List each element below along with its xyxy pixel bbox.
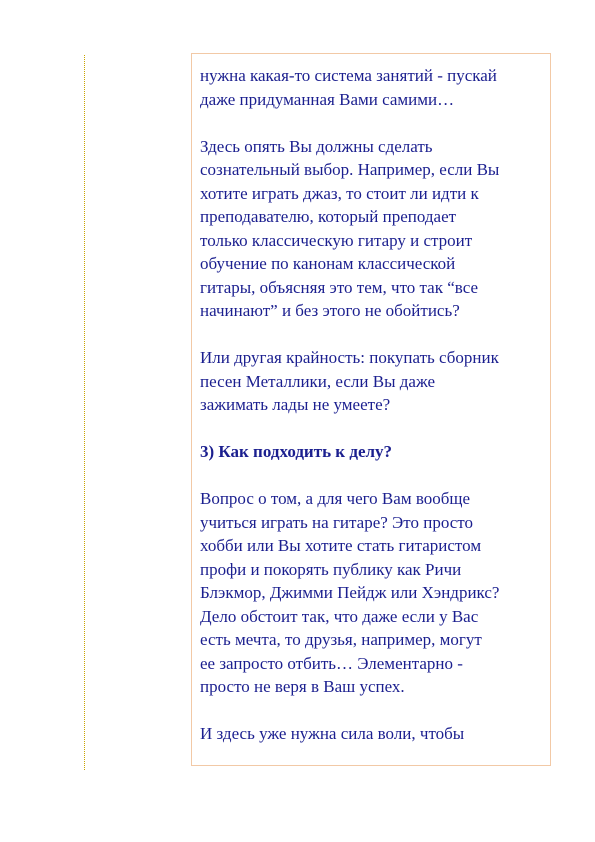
paragraph-system-of-lessons: нужна какая-то система занятий - пускай даже придуманная Вами самими… <box>200 66 497 109</box>
paragraph-other-extreme: Или другая крайность: покупать сборник песен Металлики, если Вы даже зажимать лады не умеете? <box>200 348 499 414</box>
section-heading: 3) Как подходить к делу? <box>200 442 393 461</box>
paragraph-why-learn-guitar: Вопрос о том, а для чего Вам вообще учиться играть на гитаре? Это просто хобби или Вы хотите стать гитаристом профи и покорять публику как Ричи Блэкмор, Джимми Пейдж или Хэндрикс? Дело обстоит так, что даже если у Вас есть мечта, то друзья, например, могут ее запросто отбить… Элементарно - просто не веря в Ваш успех. <box>200 489 500 696</box>
text-frame <box>191 53 551 766</box>
margin-dotted-rule <box>84 55 85 770</box>
paragraph-willpower: И здесь уже нужна сила воли, чтобы <box>200 724 465 743</box>
paragraph-conscious-choice: Здесь опять Вы должны сделать сознательный выбор. Например, если Вы хотите играть джаз, то стоит ли идти к преподавателю, который преподает только классическую гитару и строит обучение по канонам классической гитары, объясняя это тем, что так “все начинают” и без этого не обойтись? <box>200 136 500 320</box>
